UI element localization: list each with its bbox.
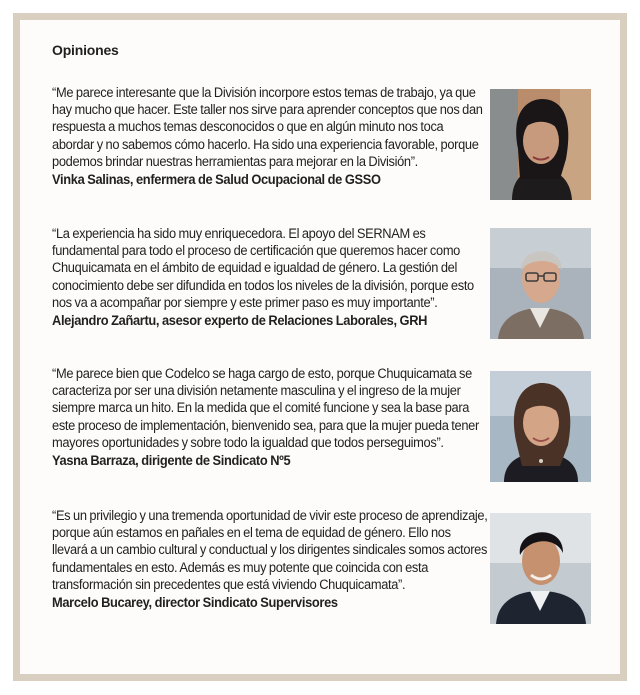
opinion-item — [52, 365, 488, 469]
opinion-item — [52, 84, 488, 188]
opinion-quote: “Me parece interesante que la División incorpore estos temas de trabajo, ya que hay mucho que hacer. Este taller nos sirve para aprender conceptos que nos dan respuesta a muchos temas desconocidos o que en algún minuto nos toca abordar y no sabemos cómo hacerlo. Ha sido una experiencia favorable, porque podemos brindar nuestras herramientas para mejorar en la División”. — [52, 85, 483, 169]
opinion-author: Yasna Barraza, dirigente de Sindicato Nº5 — [52, 453, 291, 469]
portrait-photo — [490, 228, 591, 339]
opinion-author: Marcelo Bucarey, director Sindicato Supervisores — [52, 595, 338, 611]
opinion-quote: “La experiencia ha sido muy enriquecedora. El apoyo del SERNAM es fundamental para todo el proceso de certificación que queremos hacer como Chuquicamata en el ámbito de equidad e igualdad de género. La gestión del conocimiento debe ser difundida en todos los niveles de la división, porque esto nos va a acompañar por siempre y este primer paso es muy importante”. — [52, 226, 474, 310]
portrait-photo — [490, 371, 591, 482]
portrait-photo — [490, 513, 591, 624]
opinion-quote: “Es un privilegio y una tremenda oportunidad de vivir este proceso de aprendizaje, porque aún estamos en pañales en el tema de equidad de género. Ello nos llevará a un cambio cultural y conductual y los dirigentes sindicales somos actores fundamentales en esto. Además es muy potente que coincida con esta transformación sin precedentes que está viviendo Chuquicamata”. — [52, 508, 488, 592]
opinion-item — [52, 225, 488, 329]
section-title: Opiniones — [52, 42, 119, 58]
opinion-item — [52, 507, 488, 611]
opinion-author: Alejandro Zañartu, asesor experto de Relaciones Laborales, GRH — [52, 313, 428, 329]
opinions-frame — [13, 13, 627, 681]
opinion-author: Vinka Salinas, enfermera de Salud Ocupacional de GSSO — [52, 172, 381, 188]
opinion-quote: “Me parece bien que Codelco se haga cargo de esto, porque Chuquicamata se caracteriza por ser una división netamente masculina y el ingreso de la mujer siempre marca un hito. En la medida que el comité funcione y sea la base para este proceso de implementación, bienvenido sea, para que la mujer pueda tener mayores oportunidades y sobre todo la igualdad que todos perseguimos”. — [52, 366, 479, 450]
portrait-photo — [490, 89, 591, 200]
